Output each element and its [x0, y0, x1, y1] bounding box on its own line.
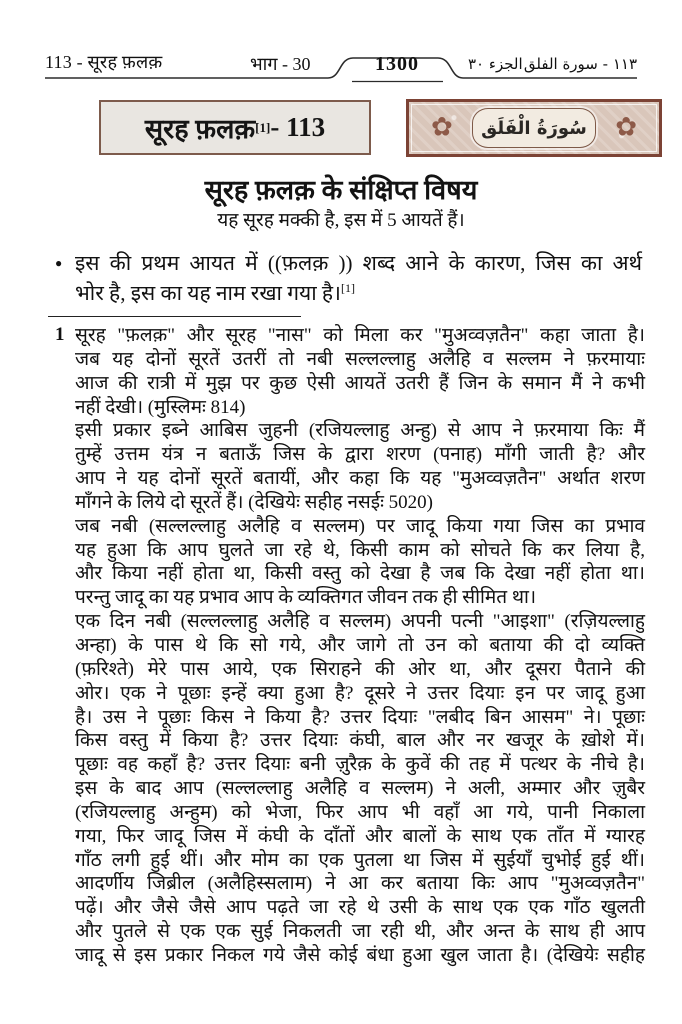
header-left-title: 113 - सूरह फ़लक़ [45, 52, 163, 72]
calligraphy-text: سُورَةُ الْفَلَق [481, 117, 587, 139]
text-line: परन्तु जादू का यह प्रभाव आप के व्यक्तिगत जीवन तक ही सीमित था। [75, 587, 537, 609]
footnote-number: 1 [55, 324, 65, 345]
calligraphy-panel [406, 99, 662, 157]
footnote-text [75, 324, 645, 968]
header-juz-label: الجزء ٣٠ [468, 55, 523, 73]
text-line: और किया नहीं होता था, किसी वस्तु को देखा है जब कि देखा नहीं होता था। [75, 563, 645, 585]
text-line: इस की प्रथम आयत में ((फ़लक़ )) शब्द आने के कारण, जिस का अर्थ [75, 251, 642, 275]
surah-number: - 113 [270, 112, 326, 142]
text-line: जब नबी (सल्लल्लाहु अलैहि व सल्लम) पर जादू किया गया जिस का प्रभाव [75, 515, 645, 537]
text-line: आदर्णीय जिब्रील (अलैहिस्सलाम) ने आ कर बताया किः आप "मुअव्वज़तैन" [75, 873, 645, 895]
text-line: ओर। एक ने पूछाः इन्हें क्या हुआ है? दूसरे ने उत्तर दियाः इन पर जादू हुआ [75, 682, 645, 704]
surah-title: सूरह फ़लक़ [144, 114, 256, 144]
rosette-icon: ✿ [431, 112, 453, 143]
text-line: नहीं देखी। (मुस्लिमः 814) [75, 396, 246, 418]
text-line: आप ने यह दोनों सूरतें बतायीं, और कहा कि यह "मुअव्वज़तैन" अर्थात शरण [75, 468, 645, 490]
header-part-label: भाग - 30 [250, 54, 311, 74]
summary-heading: सूरह फ़लक़ के संक्षिप्त विषय [204, 175, 478, 205]
text-line: पढ़ें। और जैसे जैसे आप पढ़ते जा रहे थे उसी के साथ एक एक गाँठ खुलती [75, 897, 645, 919]
footnote-separator [48, 316, 301, 317]
text-line: अन्हा) के पास थे कि सो गये, और जागे तो उन को बताया की दो व्यक्ति [75, 634, 645, 656]
page-number: 1300 [375, 53, 419, 75]
rosette-icon: ✿ [615, 112, 637, 143]
text-line: जादू से इस प्रकार निकल गये जैसे कोई बंधा हुआ खुल जाता है। (देखियेः सहीह [75, 944, 645, 966]
header-surah-label: ١١٣ - سورة الفلق [523, 55, 637, 73]
text-line: (रजियल्लाहु अन्हुम) को भेजा, फिर आप भी वहाँ आ गये, पानी निकाला [75, 801, 645, 823]
text-line: है। उस ने पूछाः किस ने किया है? उत्तर दियाः "लबीद बिन आसम" ने। पूछाः [75, 706, 645, 728]
text-line: और पुतले से एक एक सुई निकलती जा रही थी, और अन्त के साथ ही आप [75, 921, 645, 943]
footnote-ref: [1] [341, 280, 356, 295]
text-line: इस के बाद आप (सल्लल्लाहु अलैहि व सल्लम) ने अली, अम्मार और ज़ुबैर [75, 778, 645, 800]
text-line: यह हुआ कि आप घुलते जा रहे थे, किसी काम को सोचते कि कर लिया है, [75, 539, 645, 561]
text-line: पूछाः वह कहाँ है? उत्तर दियाः बनी ज़ुरैक़ के कुवें की तह में पत्थर के नीचे है। [75, 754, 645, 776]
text-line: भोर है, इस का यह नाम रखा गया है।[1] [75, 280, 356, 305]
text-line: सूरह "फ़लक़" और सूरह "नास" को मिला कर "मुअव्वज़तैन" कहा जाता है। [75, 325, 645, 346]
text-line: गया, फिर जादू जिस में कंघी के दाँतों और बालों के साथ एक ताँत में ग्यारह [75, 825, 645, 847]
text-line: जब यह दोनों सूरतें उतरीं तो नबी सल्लल्लाहु अलैहि व सल्लम ने फ़रमायाः [75, 348, 645, 370]
surah-title-box: सूरह फ़लक़ [1] - 113 [99, 100, 371, 155]
text-line: (फ़रिश्ते) मेरे पास आये, एक सिराहने की ओर था, और दूसरा पैताने की [75, 658, 645, 680]
text-line: तुम्हें उत्तम यंत्र न बताऊँ जिस के द्वारा शरण (पनाह) माँगी जाती है? और [75, 444, 645, 466]
text-line: इसी प्रकार इब्ने आबिस जुहनी (रजियल्लाहु अन्हु) से आप ने फ़रमाया किः मैं [75, 420, 645, 442]
text-line: एक दिन नबी (सल्लल्लाहु अलैहि व सल्लम) अपनी पत्नी "आइशा" (रज़ियल्लाहु [75, 611, 645, 633]
text-line: किस वस्तु में किया है? उत्तर दियाः कंघी, बाल और नर खजूर के ख़ोशे में। [75, 730, 645, 752]
text-line: माँगने के लिये दो सूरतें हैं। (देखियेः सहीह नसईः 5020) [75, 491, 433, 513]
bullet-text [75, 249, 642, 308]
bullet-icon: ● [55, 256, 63, 270]
bullet-item [55, 249, 643, 308]
text-line: गाँठ लगी हुई थीं। और मोम का एक पुतला था जिस में सुईयाँ चुभोई हुई थीं। [75, 849, 645, 871]
text-line: आज की रात्री में मुझ पर कुछ ऐसी आयतें उतरी हैं जिन के समान मैं ने कभी [75, 372, 645, 394]
summary-subheading: यह सूरह मक्की है, इस में 5 आयतें हैं। [217, 210, 465, 231]
calligraphy-cartouche [472, 108, 596, 148]
